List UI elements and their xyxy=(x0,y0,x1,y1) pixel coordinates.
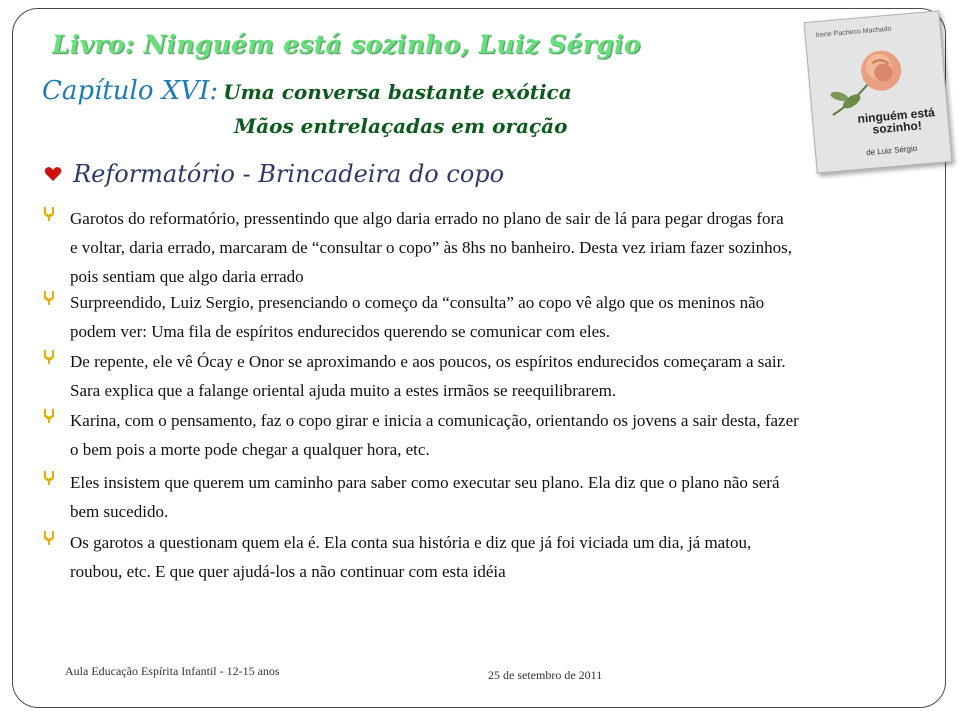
list-item-line: De repente, ele vê Ócay e Onor se aproximando e aos poucos, os espíritos endurecidos começaram a sair. xyxy=(70,352,786,371)
book-cover-title: ninguém está sozinho! xyxy=(856,105,936,137)
list-item-line: pois sentiam que algo daria errado xyxy=(70,267,304,286)
list-item-line: bem sucedido. xyxy=(70,502,169,521)
bullet-icon xyxy=(42,530,56,546)
bullet-icon xyxy=(42,290,56,306)
list-item-line: podem ver: Uma fila de espíritos endurecidos querendo se comunicar com eles. xyxy=(70,322,611,341)
chapter-label: Capítulo XVI: xyxy=(42,76,219,106)
bullet-icon xyxy=(42,206,56,222)
book-cover-author: Irene Pacheco Machado xyxy=(815,25,892,40)
list-item-line: o bem pois a morte pode chegar a qualquer hora, etc. xyxy=(70,440,430,459)
list-item-line: Eles insistem que querem um caminho para saber como executar seu plano. Ela diz que o plano não será xyxy=(70,473,780,492)
list-item-line: roubou, etc. E que quer ajudá-los a não continuar com esta idéia xyxy=(70,562,506,581)
bullet-icon xyxy=(42,349,56,365)
book-title: Livro: Ninguém está sozinho, Luiz Sérgio xyxy=(52,30,641,59)
list-item-line: Sara explica que a falange oriental ajuda muito a estes irmãos se reequilibrarem. xyxy=(70,381,617,400)
footer-date: 25 de setembro de 2011 xyxy=(488,668,603,682)
heart-bullet-icon xyxy=(44,166,62,182)
chapter-subtitle: Mãos entrelaçadas em oração xyxy=(234,114,568,138)
list-item-line: Karina, com o pensamento, faz o copo girar e inicia a comunicação, orientando os jovens a sair desta, fazer xyxy=(70,411,799,430)
section-heading xyxy=(44,160,504,188)
chapter-title xyxy=(42,76,572,106)
section-heading-text: Reformatório - Brincadeira do copo xyxy=(73,160,505,188)
bullet-icon xyxy=(42,470,56,486)
footer-course: Aula Educação Espírita Infantil - 12-15 anos xyxy=(65,664,280,678)
chapter-name: Uma conversa bastante exótica xyxy=(223,80,572,104)
list-item-line: Os garotos a questionam quem ela é. Ela conta sua história e diz que já foi viciada um dia, já matou, xyxy=(70,533,752,552)
list-item-line: e voltar, daria errado, marcaram de “consultar o copo” às 8hs no banheiro. Desta vez iriam fazer sozinhos, xyxy=(70,238,792,257)
book-cover-image xyxy=(804,10,953,173)
bullet-icon xyxy=(42,408,56,424)
book-cover-by: de Luiz Sérgio xyxy=(865,143,918,158)
list-item-line: Garotos do reformatório, pressentindo que algo daria errado no plano de sair de lá para pegar drogas fora xyxy=(70,209,784,228)
list-item-line: Surpreendido, Luiz Sergio, presenciando o começo da “consulta” ao copo vê algo que os meninos não xyxy=(70,293,765,312)
